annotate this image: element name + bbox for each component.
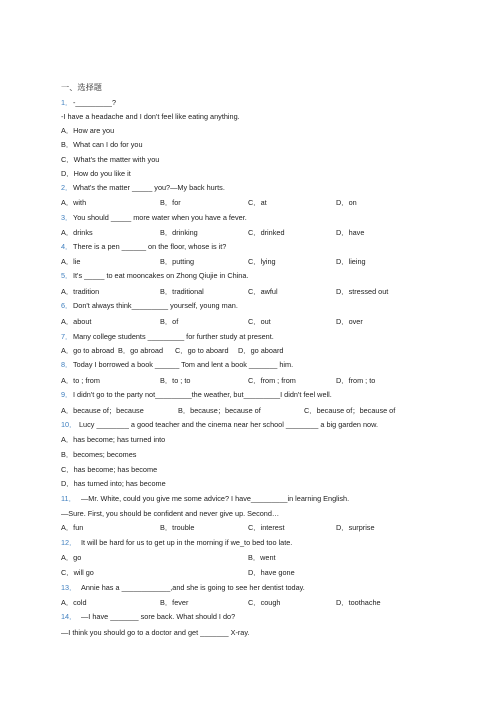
option: B．trouble bbox=[160, 523, 195, 532]
option: B．What can I do for you bbox=[61, 140, 143, 149]
question-number: 11． bbox=[61, 494, 76, 503]
option: A．drinks bbox=[61, 228, 93, 237]
option: A．lie bbox=[61, 257, 81, 266]
option: D．has turned into; has become bbox=[61, 479, 166, 488]
question-number: 1． bbox=[61, 98, 73, 107]
option: D．over bbox=[336, 317, 363, 326]
option: D．on bbox=[336, 198, 357, 207]
option: A．tradition bbox=[61, 287, 100, 296]
question-number: 9． bbox=[61, 390, 73, 399]
question-stem: What's the matter _____ you?—My back hurts. bbox=[73, 183, 225, 192]
option: A．fun bbox=[61, 523, 84, 532]
option: D．from ; to bbox=[336, 376, 376, 385]
dialogue-line: -I have a headache and I don't feel like eating anything. bbox=[61, 112, 240, 121]
option: D．have bbox=[336, 228, 365, 237]
dialogue-line: —Sure. First, you should be confident and never give up. Second… bbox=[61, 509, 280, 518]
option: B．for bbox=[160, 198, 181, 207]
option: C．interest bbox=[248, 523, 285, 532]
option: A．How are you bbox=[61, 126, 115, 135]
option: C．lying bbox=[248, 257, 276, 266]
option: B．of bbox=[160, 317, 179, 326]
option: C．awful bbox=[248, 287, 278, 296]
option: C．What's the matter with you bbox=[61, 155, 160, 164]
option: B．becomes; becomes bbox=[61, 450, 137, 459]
question-number: 5． bbox=[61, 271, 73, 280]
question-number: 7． bbox=[61, 332, 73, 341]
question-number: 6． bbox=[61, 301, 73, 310]
option: B．fever bbox=[160, 598, 189, 607]
option: C．because of；because of bbox=[304, 406, 396, 415]
question-stem: —Mr. White, could you give me some advice? I have_________in learning English. bbox=[81, 494, 350, 503]
option: A．go bbox=[61, 553, 82, 562]
option: D．have gone bbox=[248, 568, 295, 577]
option: A．with bbox=[61, 198, 87, 207]
option: C．cough bbox=[248, 598, 281, 607]
option: B．drinking bbox=[160, 228, 198, 237]
question-stem: Today I borrowed a book ______ Tom and lent a book _______ him. bbox=[73, 360, 294, 369]
option: C．from ; from bbox=[248, 376, 296, 385]
option: C．will go bbox=[61, 568, 94, 577]
question-stem: —I have _______ sore back. What should I do? bbox=[81, 612, 236, 621]
option: A．go to abroad bbox=[61, 346, 115, 355]
question-number: 14． bbox=[61, 612, 77, 621]
question-stem: Don't always think_________ yourself, young man. bbox=[73, 301, 238, 310]
question-number: 12． bbox=[61, 538, 77, 547]
option: D．toothache bbox=[336, 598, 381, 607]
option: D．go aboard bbox=[238, 346, 284, 355]
question-stem: -_________? bbox=[73, 98, 117, 107]
option: D．stressed out bbox=[336, 287, 389, 296]
option: D．How do you like it bbox=[61, 169, 131, 178]
option: D．lieing bbox=[336, 257, 366, 266]
option: B．because；because of bbox=[178, 406, 261, 415]
question-number: 13． bbox=[61, 583, 77, 592]
option: B．putting bbox=[160, 257, 195, 266]
question-stem: It's _____ to eat mooncakes on Zhong Qiujie in China. bbox=[73, 271, 249, 280]
question-number: 4． bbox=[61, 242, 73, 251]
option: B．to ; to bbox=[160, 376, 191, 385]
question-stem: It will be hard for us to get up in the morning if we_to bed too late. bbox=[81, 538, 293, 547]
option: A．cold bbox=[61, 598, 87, 607]
question-number: 10． bbox=[61, 420, 77, 429]
question-stem: You should _____ more water when you have a fever. bbox=[73, 213, 247, 222]
option: C．has become; has become bbox=[61, 465, 158, 474]
question-stem: I didn't go to the party not_________the weather, but_________I didn't feel well. bbox=[73, 390, 332, 399]
option: A．has become; has turned into bbox=[61, 435, 166, 444]
question-number: 3． bbox=[61, 213, 73, 222]
question-stem: There is a pen ______ on the floor, whose is it? bbox=[73, 242, 227, 251]
dialogue-line: —I think you should go to a doctor and get _______ X-ray. bbox=[61, 628, 250, 637]
option: B．went bbox=[248, 553, 276, 562]
question-stem: Annie has a ____________,and she is going to see her dentist today. bbox=[81, 583, 305, 592]
question-stem: Lucy ________ a good teacher and the cinema near her school ________ a big garden now. bbox=[79, 420, 378, 429]
option: C．at bbox=[248, 198, 267, 207]
option: A．because of；because bbox=[61, 406, 144, 415]
option: C．go to aboard bbox=[175, 346, 229, 355]
option: A．to ; from bbox=[61, 376, 100, 385]
option: C．out bbox=[248, 317, 271, 326]
question-stem: Many college students _________ for further study at present. bbox=[73, 332, 274, 341]
section-title: 一、选择题 bbox=[61, 83, 102, 92]
option: B．go abroad bbox=[118, 346, 164, 355]
question-number: 2． bbox=[61, 183, 73, 192]
option: C．drinked bbox=[248, 228, 285, 237]
question-number: 8． bbox=[61, 360, 73, 369]
option: D．surprise bbox=[336, 523, 375, 532]
option: B．traditional bbox=[160, 287, 204, 296]
option: A．about bbox=[61, 317, 92, 326]
